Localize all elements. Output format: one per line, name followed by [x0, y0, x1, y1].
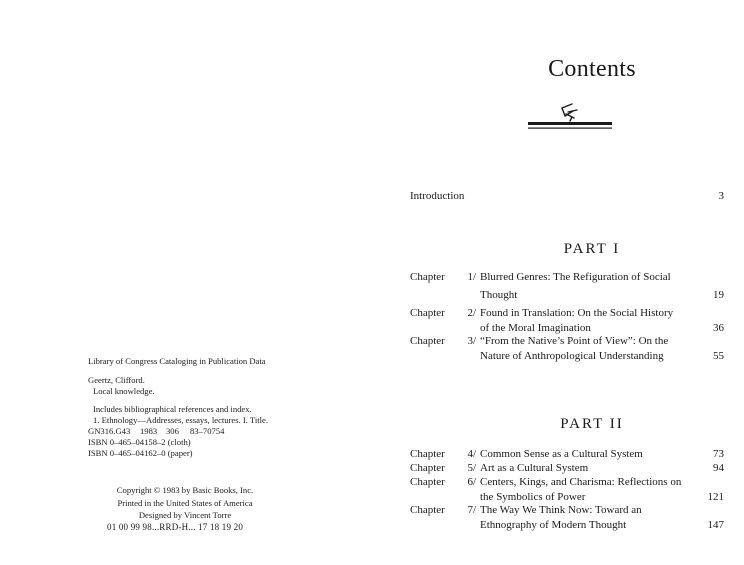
chapter-title-line: Art as a Cultural System	[480, 462, 589, 474]
chapter-title-line: the Symbolics of Power	[480, 491, 586, 503]
copyright-line: Copyright © 1983 by Basic Books, Inc.	[116, 485, 254, 495]
cip-book-title: Local knowledge.	[93, 386, 155, 397]
chapter-title-line: Nature of Anthropological Understanding	[480, 350, 664, 362]
chapter-page: 94	[713, 462, 724, 474]
chapter-title-line: Ethnography of Modern Thought	[480, 519, 627, 531]
cip-class-dewey: 306	[166, 426, 179, 437]
cip-includes: Includes bibliographical references and index.	[93, 403, 252, 414]
cip-block	[88, 356, 328, 460]
printed-in-line: Printed in the United States of America	[117, 497, 253, 508]
chapter-number: 2/	[467, 307, 476, 319]
cip-classification	[88, 426, 328, 437]
chapter-page: 19	[713, 289, 724, 301]
chapter-label: Chapter	[410, 448, 445, 460]
cip-isbn-paper: ISBN 0–465–04162–0 (paper)	[88, 448, 193, 459]
page-title: Contents	[548, 56, 636, 82]
chapter-label: Chapter	[410, 335, 445, 347]
chapter-number: 1/	[467, 271, 476, 283]
chapter-page: 147	[707, 519, 724, 531]
toc-introduction	[410, 190, 724, 202]
chapter-number: 4/	[467, 448, 476, 460]
chapter-number: 6/	[467, 476, 476, 488]
chapter-title-line: Centers, Kings, and Charisma: Reflections on	[480, 476, 682, 488]
chapter-title-line: Thought	[480, 289, 518, 301]
introduction-page: 3	[718, 190, 724, 202]
chapter-label: Chapter	[410, 307, 445, 319]
chapter-label: Chapter	[410, 462, 445, 474]
chapter-label: Chapter	[410, 504, 445, 516]
chapter-label: Chapter	[410, 271, 445, 283]
ornament-icon	[528, 102, 612, 132]
chapter-page: 36	[713, 322, 724, 334]
contents-page	[372, 0, 744, 565]
chapter-title-line: The Way We Think Now: Toward an	[480, 504, 642, 516]
chapter-label: Chapter	[410, 476, 445, 488]
chapter-page: 73	[713, 448, 724, 460]
cip-isbn-cloth: ISBN 0–465–04158–2 (cloth)	[88, 437, 191, 448]
chapter-title-line: Blurred Genres: The Refiguration of Social	[480, 271, 671, 283]
cip-class-lccn: 83–70754	[190, 426, 225, 437]
cip-class-year: 1983	[140, 426, 158, 437]
chapter-page: 121	[707, 491, 724, 503]
cip-subjects: 1. Ethnology—Addresses, essays, lectures. I. Title.	[93, 414, 268, 425]
publisher-block	[100, 484, 270, 522]
cip-title: Library of Congress Cataloging in Publication Data	[88, 356, 266, 366]
cip-class-call: GN316.G43	[88, 426, 131, 437]
chapter-page: 55	[713, 350, 724, 362]
chapter-number: 7/	[467, 504, 476, 516]
cip-author: Geertz, Clifford.	[88, 375, 145, 386]
chapter-title-line: “From the Native’s Point of View”: On the	[480, 335, 669, 347]
chapter-title-line: of the Moral Imagination	[480, 322, 591, 334]
part-heading: PART I	[563, 241, 621, 257]
introduction-label: Introduction	[410, 190, 465, 202]
chapter-number: 3/	[467, 335, 476, 347]
chapter-title-line: Common Sense as a Cultural System	[480, 448, 643, 460]
chapter-title-line: Found in Translation: On the Social History	[480, 307, 674, 319]
part-heading: PART II	[560, 416, 624, 432]
designer-line: Designed by Vincent Torre	[138, 510, 232, 520]
print-line: 01 00 99 98...RRD-H... 17 18 19 20	[107, 522, 244, 532]
chapter-number: 5/	[467, 462, 476, 474]
